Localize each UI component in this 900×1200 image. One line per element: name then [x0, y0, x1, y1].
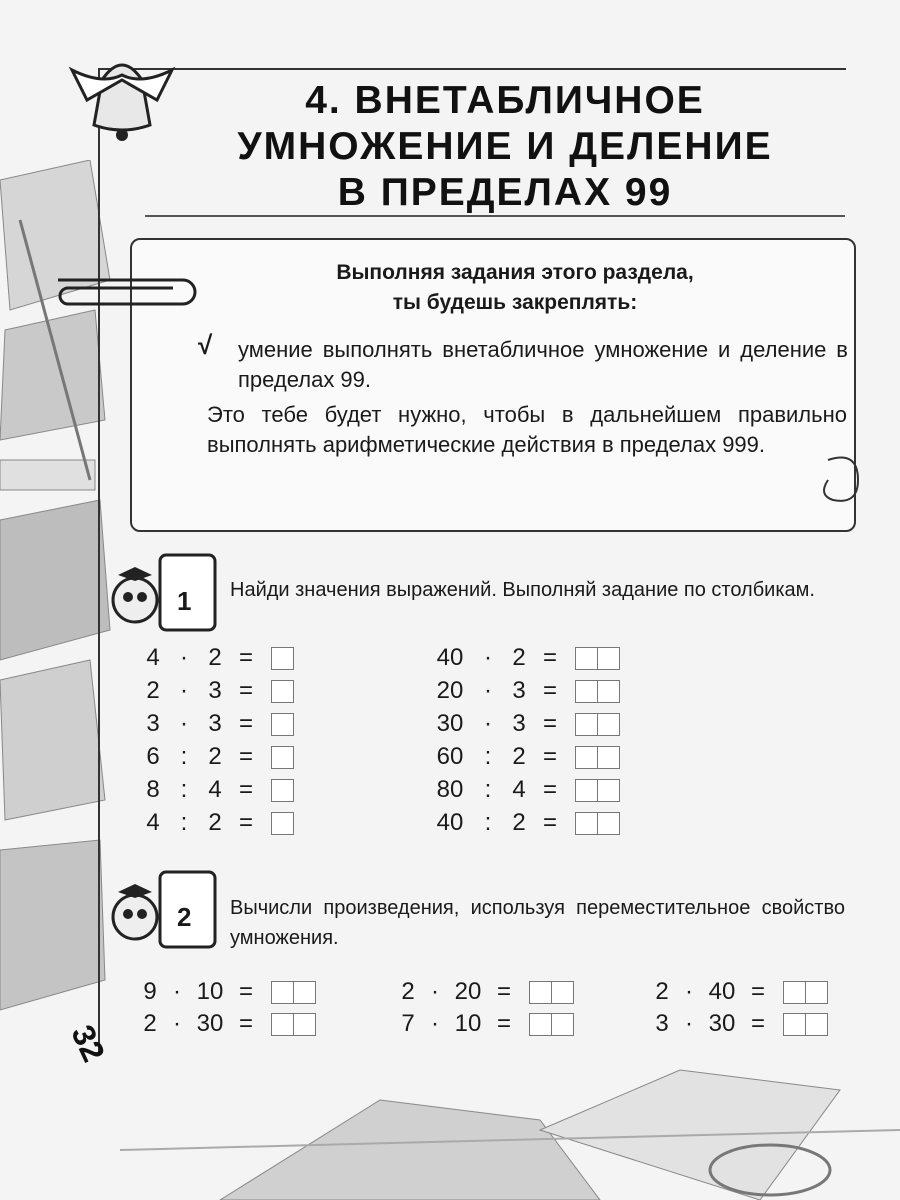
operand: 3	[512, 677, 526, 704]
operator: ·	[685, 978, 693, 1005]
equals-sign: =	[750, 1010, 765, 1037]
operand: 2	[208, 644, 222, 671]
expression	[142, 808, 294, 838]
operand: 80	[436, 776, 464, 803]
info-heading-line-1: Выполняя задания этого раздела,	[336, 261, 694, 284]
operand: 40	[436, 809, 464, 836]
info-skill-item: умение выполнять внетабличное умножение и деление в пределах 99.	[238, 337, 848, 392]
answer-cell[interactable]	[575, 713, 598, 736]
owl-mascot-icon	[100, 862, 220, 962]
operator: :	[484, 776, 492, 803]
operand: 2	[512, 743, 526, 770]
operand: 4	[208, 776, 222, 803]
operand: 30	[708, 1010, 736, 1037]
paperclip-icon	[38, 272, 198, 312]
operator: :	[180, 809, 188, 836]
operand: 2	[655, 978, 669, 1005]
expression	[398, 1009, 574, 1039]
operand: 3	[208, 677, 222, 704]
operand: 3	[208, 710, 222, 737]
answer-field[interactable]	[272, 676, 294, 706]
operator: ·	[173, 978, 181, 1005]
answer-field[interactable]	[272, 808, 294, 838]
answer-field[interactable]	[272, 709, 294, 739]
answer-cell[interactable]	[597, 779, 620, 802]
answer-cell[interactable]	[271, 647, 294, 670]
operand: 3	[146, 710, 160, 737]
answer-cell[interactable]	[293, 1013, 316, 1036]
expression	[142, 742, 294, 772]
expression	[432, 775, 620, 805]
answer-field[interactable]	[784, 977, 828, 1007]
operand: 10	[454, 1010, 482, 1037]
equals-sign: =	[496, 1010, 511, 1037]
operand: 40	[436, 644, 464, 671]
answer-field[interactable]	[576, 742, 620, 772]
answer-cell[interactable]	[271, 779, 294, 802]
answer-field[interactable]	[272, 775, 294, 805]
answer-cell[interactable]	[529, 981, 552, 1004]
answer-field[interactable]	[272, 643, 294, 673]
operand: 30	[436, 710, 464, 737]
info-heading-line-2: ты будешь закреплять:	[392, 291, 638, 314]
operator: ·	[685, 1010, 693, 1037]
expression	[140, 977, 316, 1007]
operand: 10	[196, 978, 224, 1005]
answer-cell[interactable]	[597, 713, 620, 736]
expression	[432, 742, 620, 772]
operator: :	[180, 776, 188, 803]
equals-sign: =	[542, 809, 557, 836]
answer-cell[interactable]	[597, 812, 620, 835]
answer-field[interactable]	[576, 709, 620, 739]
operator: :	[484, 809, 492, 836]
equals-sign: =	[238, 1010, 253, 1037]
answer-cell[interactable]	[597, 680, 620, 703]
equals-sign: =	[238, 677, 253, 704]
equals-sign: =	[496, 978, 511, 1005]
answer-cell[interactable]	[271, 1013, 294, 1036]
answer-cell[interactable]	[597, 647, 620, 670]
info-heading	[200, 258, 830, 318]
equals-sign: =	[542, 743, 557, 770]
equals-sign: =	[542, 710, 557, 737]
operand: 3	[655, 1010, 669, 1037]
operand: 2	[401, 978, 415, 1005]
title-line-3: В ПРЕДЕЛАХ 99	[337, 171, 673, 214]
expression	[652, 977, 828, 1007]
equals-sign: =	[238, 776, 253, 803]
info-paragraph: Это тебе будет нужно, чтобы в дальнейшем правильно выполнять арифметические действия в пределах 999.	[207, 402, 847, 457]
answer-cell[interactable]	[271, 713, 294, 736]
answer-cell[interactable]	[783, 981, 806, 1004]
operator: :	[484, 743, 492, 770]
answer-field[interactable]	[576, 676, 620, 706]
equals-sign: =	[542, 776, 557, 803]
expression	[142, 709, 294, 739]
answer-field[interactable]	[530, 977, 574, 1007]
owl-mascot-icon	[100, 545, 220, 645]
operand: 2	[208, 809, 222, 836]
answer-field[interactable]	[784, 1009, 828, 1039]
operand: 4	[146, 644, 160, 671]
operand: 4	[512, 776, 526, 803]
expression	[398, 977, 574, 1007]
title-underline	[145, 215, 845, 217]
answer-cell[interactable]	[271, 981, 294, 1004]
operand: 20	[436, 677, 464, 704]
expression	[140, 1009, 316, 1039]
operator: ·	[484, 644, 492, 671]
page-number: 32	[64, 1019, 113, 1068]
answer-cell[interactable]	[575, 680, 598, 703]
operator: ·	[180, 710, 188, 737]
operator: ·	[431, 978, 439, 1005]
answer-cell[interactable]	[551, 981, 574, 1004]
task-1-number: 1	[177, 586, 192, 616]
operator: :	[180, 743, 188, 770]
task-1-text: Найди значения выражений. Выполняй задание по столбикам.	[230, 579, 815, 601]
answer-cell[interactable]	[529, 1013, 552, 1036]
operator: ·	[484, 710, 492, 737]
answer-field[interactable]	[530, 1009, 574, 1039]
operand: 20	[454, 978, 482, 1005]
answer-cell[interactable]	[271, 746, 294, 769]
equals-sign: =	[238, 743, 253, 770]
frame-horizontal-line	[98, 68, 846, 70]
operator: ·	[180, 644, 188, 671]
expression	[142, 643, 294, 673]
title-line-1: 4. ВНЕТАБЛИЧНОЕ	[305, 79, 705, 122]
operator: ·	[431, 1010, 439, 1037]
answer-field[interactable]	[576, 808, 620, 838]
operand: 6	[146, 743, 160, 770]
answer-field[interactable]	[272, 977, 316, 1007]
operand: 2	[512, 809, 526, 836]
answer-field[interactable]	[576, 643, 620, 673]
answer-field[interactable]	[272, 1009, 316, 1039]
expression	[652, 1009, 828, 1039]
equals-sign: =	[238, 978, 253, 1005]
operand: 2	[512, 644, 526, 671]
operator: ·	[484, 677, 492, 704]
expression	[432, 643, 620, 673]
books-illustration	[120, 1060, 900, 1200]
answer-cell[interactable]	[293, 981, 316, 1004]
answer-cell[interactable]	[783, 1013, 806, 1036]
operand: 60	[436, 743, 464, 770]
operand: 8	[146, 776, 160, 803]
expression	[142, 676, 294, 706]
answer-cell[interactable]	[551, 1013, 574, 1036]
answer-cell[interactable]	[575, 779, 598, 802]
answer-cell[interactable]	[575, 812, 598, 835]
operand: 40	[708, 978, 736, 1005]
operand: 2	[208, 743, 222, 770]
answer-cell[interactable]	[597, 746, 620, 769]
operand: 30	[196, 1010, 224, 1037]
operand: 9	[143, 978, 157, 1005]
bell-icon	[62, 40, 182, 160]
expression	[142, 775, 294, 805]
answer-cell[interactable]	[271, 812, 294, 835]
operand: 4	[146, 809, 160, 836]
equals-sign: =	[750, 978, 765, 1005]
equals-sign: =	[238, 809, 253, 836]
operand: 2	[143, 1010, 157, 1037]
task-2-text: Вычисли произведения, используя переместительное свойство умножения.	[230, 897, 845, 949]
expression	[432, 808, 620, 838]
equals-sign: =	[238, 644, 253, 671]
answer-cell[interactable]	[575, 746, 598, 769]
operator: ·	[180, 677, 188, 704]
equals-sign: =	[542, 677, 557, 704]
operator: ·	[173, 1010, 181, 1037]
equals-sign: =	[238, 710, 253, 737]
answer-field[interactable]	[272, 742, 294, 772]
answer-cell[interactable]	[805, 1013, 828, 1036]
section-title	[200, 78, 810, 216]
equals-sign: =	[542, 644, 557, 671]
check-mark-icon: √	[198, 330, 213, 360]
answer-field[interactable]	[576, 775, 620, 805]
expression	[432, 676, 620, 706]
answer-cell[interactable]	[271, 680, 294, 703]
answer-cell[interactable]	[575, 647, 598, 670]
task-2-number: 2	[177, 902, 192, 932]
operand: 3	[512, 710, 526, 737]
expression	[432, 709, 620, 739]
answer-cell[interactable]	[805, 981, 828, 1004]
operand: 2	[146, 677, 160, 704]
title-line-2: УМНОЖЕНИЕ И ДЕЛЕНИЕ	[237, 125, 773, 168]
operand: 7	[401, 1010, 415, 1037]
